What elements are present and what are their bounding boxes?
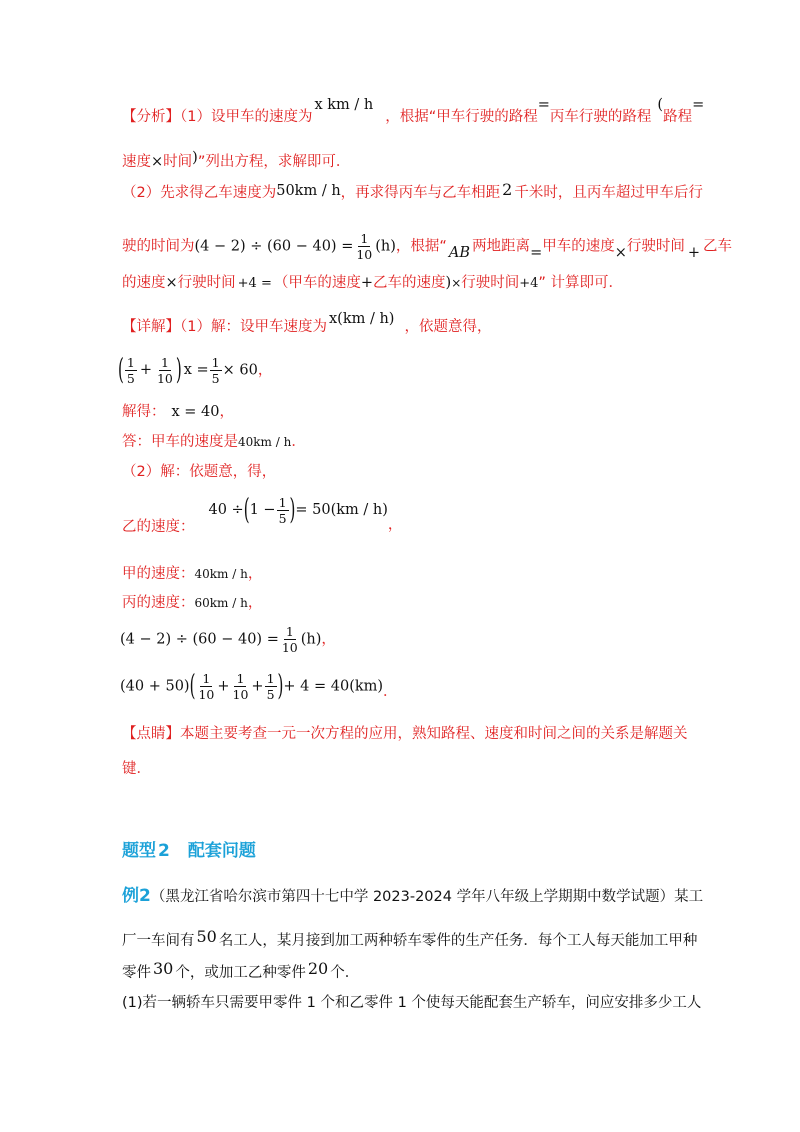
note-line-2: 键． xyxy=(122,761,151,777)
analysis-line-1: 【分析】（1）设甲车的速度为x km / h，根据“甲车行驶的路程=丙车行驶的路程(路程= xyxy=(122,97,705,125)
example-2-line-2: 厂一车间有 50 名工人，某月接到加工两种轿车零件的生产任务．每个工人每天能加工甲种 xyxy=(122,927,698,949)
jia-speed-line: 甲的速度：40km / h， xyxy=(122,566,263,582)
detail-line-1: 【详解】（1）解：设甲车速度为 x(km / h) ，依题意得， xyxy=(122,311,492,335)
yi-speed-line: 乙的速度：40 ÷(1 − $\frac{1}{5}$ )= 50(km / h)， xyxy=(122,492,403,535)
example-2-line-3: 零件 30 个，或加工乙种零件 20 个． xyxy=(122,959,360,981)
note-line-1: 【点睛】本题主要考查一元一次方程的应用，熟知路程、速度和时间之间的关系是解题关 xyxy=(122,726,688,742)
example-2-question-1: (1)若一辆轿车只需要甲零件 1 个和乙零件 1 个使每天能配套生产轿车，问应安排多少工人 xyxy=(122,995,702,1011)
fraction: $\frac{1}{10}$ xyxy=(356,231,373,263)
equation-3: (40 + 50)( $\frac{1}{10}$ + $\frac{1}{10}$ + $\frac{1}{5}$ )+ 4 = 40(km)． xyxy=(120,668,398,703)
analysis-line-4: 驶的时间为(4 − 2) ÷ (60 − 40) = $\frac{1}{10}$ (h)，根据“ AB 两地距离=甲车的速度×行驶时间 + 乙车 xyxy=(122,231,733,263)
analysis-tag: 【分析】 xyxy=(122,109,180,125)
part2-line: （2）解：依题意，得， xyxy=(122,464,277,480)
example-label: 例 xyxy=(122,886,139,906)
analysis-line-3: （2）先求得乙车速度为50km / h，再求得丙车与乙车相距 2 千米时，且丙车超过甲车后行 xyxy=(122,180,703,201)
analysis-line-5: 的速度×行驶时间 +4 = （甲车的速度+乙车的速度)×行驶时间+4” 计算即可． xyxy=(122,275,624,291)
equation-1: ( $\frac{1}{5}$ + $\frac{1}{10}$ ) x = $\frac{1}{5}$ × 60， xyxy=(118,352,273,387)
note-tag: 【点睛】 xyxy=(122,726,180,742)
bing-speed-line: 丙的速度：60km / h， xyxy=(122,595,263,611)
math-speed-var: x km / h xyxy=(314,97,374,113)
section-heading: 题型 2 配套问题 xyxy=(122,841,256,861)
solve-line: 解得： x = 40， xyxy=(122,404,234,420)
detail-tag: 【详解】 xyxy=(122,319,180,335)
answer-line: 答：甲车的速度是40km / h． xyxy=(122,434,306,450)
analysis-line-2: 速度×时间)”列出方程，求解即可． xyxy=(122,150,351,170)
equation-2: (4 − 2) ÷ (60 − 40) = $\frac{1}{10}$ (h)， xyxy=(120,624,336,656)
example-2-line-1: 例2（黑龙江省哈尔滨市第四十七中学 2023-2024 学年八年级上学期期中数学试题）某工 xyxy=(122,886,704,906)
